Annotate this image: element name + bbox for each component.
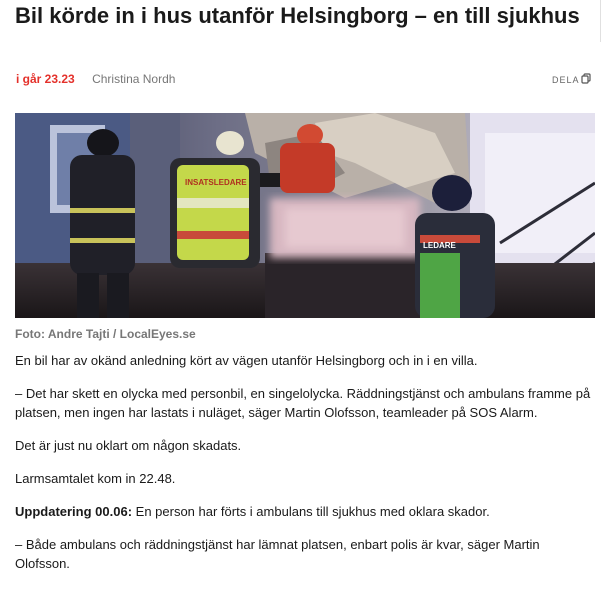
- paragraph: – Det har skett en olycka med personbil, en singelolycka. Räddningstjänst och ambulans framme på platsen, men ingen har lastats i nuläget, säger Martin Olofsson, teamleader på SOS Alarm.: [15, 386, 591, 420]
- share-label: DELA: [552, 75, 580, 85]
- publish-time: i går 23.23: [16, 72, 75, 86]
- paragraph: – Både ambulans och räddningstjänst har lämnat platsen, enbart polis är kvar, säger Martin Olofsson.: [15, 537, 540, 571]
- paragraph: Larmsamtalet kom in 22.48.: [15, 471, 176, 486]
- vest-label: INSATSLEDARE: [185, 178, 247, 187]
- copy-link-icon: [580, 73, 592, 87]
- author-name[interactable]: Christina Nordh: [92, 72, 176, 86]
- update-label: Uppdatering 00.06:: [15, 504, 133, 519]
- divider: [600, 0, 601, 42]
- paragraph: Det är just nu oklart om någon skadats.: [15, 438, 242, 453]
- article-body: [15, 351, 593, 587]
- vest-label-2: LEDARE: [423, 241, 456, 250]
- accident-scene-image: [15, 113, 595, 318]
- paragraph: En bil har av okänd anledning kört av vägen utanför Helsingborg och in i en villa.: [15, 353, 478, 368]
- article-headline: Bil körde in i hus utanför Helsingborg – en till sjukhus: [15, 3, 580, 28]
- article-photo[interactable]: [15, 113, 595, 318]
- article-meta: [16, 71, 175, 87]
- update-text: En person har förts i ambulans till sjukhus med oklara skador.: [132, 504, 490, 519]
- update-paragraph: [15, 502, 593, 521]
- share-button[interactable]: [552, 73, 592, 87]
- photo-caption: Foto: Andre Tajti / LocalEyes.se: [15, 327, 196, 341]
